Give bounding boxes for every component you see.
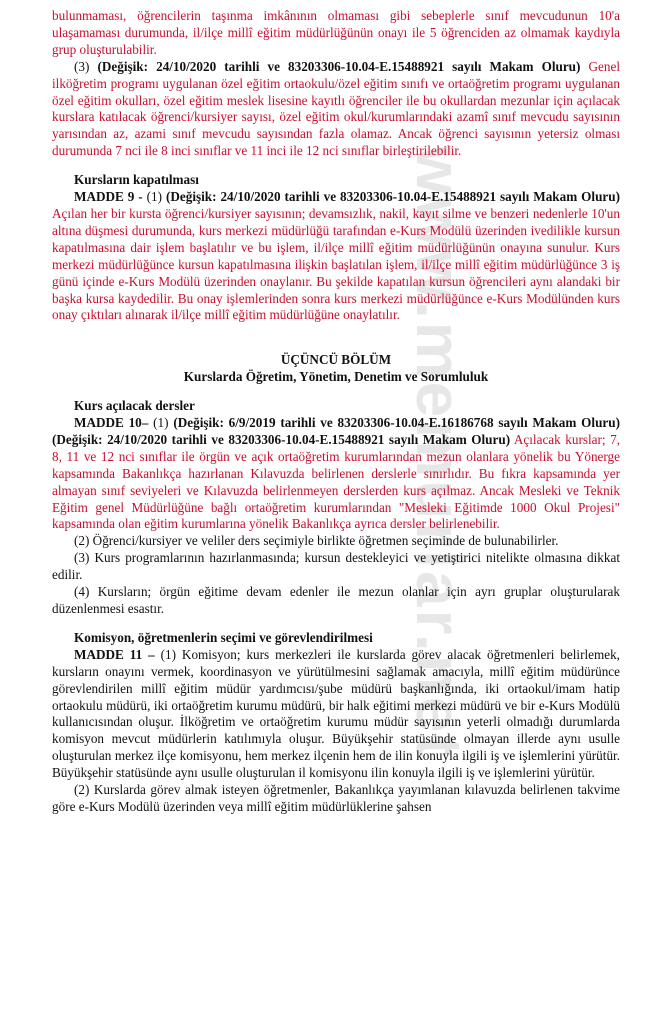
madde-10-number: (1) (153, 415, 174, 431)
madde-10-body: Açılacak kurslar; 7, 8, 11 ve 12 nci sınıflar ile örgün ve açık ortaöğretim kurumlarından mezun olanlara yönelik bu Yönerge kapsamında Bakanlıkça hazırlanan Kılavuzda belirlenen derslerle sınırlıdır. Bu fıkra kapsamında yer almayan sınıf seviyeleri ve Kılavuzda belirlenmeyen derslerden kurs açılmaz. Ancak Mesleki ve Teknik Eğitim genel Müdürlüğüne bağlı ortaöğretim kurumlarından "Mesleki Eğitimde 1000 Okul Projesi" kapsamında olan eğitim kurumlarına yönelik Bakanlıkça ayrıca dersler belirlenebilir. (52, 431, 620, 532)
madde-10-label: MADDE 10– (74, 415, 154, 431)
section-title: ÜÇÜNCÜ BÖLÜM (280, 352, 392, 368)
heading-komisyon: Komisyon, öğretmenlerin seçimi ve görevlendirilmesi (74, 629, 373, 645)
madde-9-body: Açılan her bir kursta öğrenci/kursiyer sayısının; devamsızlık, nakil, kayıt silme ve benzeri nedenlerle 10'un altına düşmesi durumunda, kurs merkezi müdürlüğü tarafından e-Kurs Modülü üzerinden ivedilikle kursun kapatılmasına dair işlem başlatılır ve bu işlem, il/ilçe millî eğitim müdürlüğünün onayına sunulur. Kurs merkezi müdürlüğünce kursun kapatılmasına ilişkin başlatılan işlem, il/ilçe millî eğitim müdürlüğünce 3 iş günü içinde e-Kurs Modülü üzerinden onaylanır. Bu şekilde kapatılan kursun öğrencileri aynı alandaki bir başka kursa kaydedilir. Bu onay işlemlerinden sonra kurs merkezi müdürlüğünce e-Kurs Modülünden kurs onay çıktıları alınarak il/ilçe millî eğitim müdürlüğüne onaylatılır. (52, 205, 620, 323)
heading-kapatilmasi: Kursların kapatılması (74, 172, 199, 188)
heading-dersler: Kurs açılacak dersler (74, 398, 195, 414)
paragraph-grup: bulunmaması, öğrencilerin taşınma imkânının olmaması gibi sebeplerle sınıf mevcudunun 10'a ulaşamaması durumunda, il/ilçe millî eğitim müdürlüğünün onayı ile 5 öğrenciden az olmamak kaydıyla grup oluşturulabilir. (52, 8, 620, 57)
madde-9-label: MADDE 9 - (74, 189, 147, 205)
madde-11-2: (2) Kurslarda görev almak isteyen öğretmenler, Bakanlıkça yayımlanan kılavuzda belirlenen takvime göre e-Kurs Modülü üzerinden veya millî eğitim müdürlüklerine şahsen (52, 782, 620, 814)
paragraph-ozel-egitim (52, 59, 620, 160)
section-subtitle: Kurslarda Öğretim, Yönetim, Denetim ve Sorumluluk (183, 369, 489, 385)
paragraph-number: (3) (74, 58, 98, 74)
madde-10-2: (2) Öğrenci/kursiyer ve veliler ders seçimiyle birlikte öğretmen seçiminde de bulunabilirler. (74, 533, 559, 549)
madde-11 (52, 647, 620, 782)
madde-9 (52, 189, 620, 324)
madde-9-number: (1) (146, 189, 166, 205)
madde-10 (52, 415, 620, 533)
madde-11-label: MADDE 11 – (74, 646, 161, 662)
watermark: www.memurlar.net (403, 145, 475, 760)
madde-10-3: (3) Kurs programlarının hazırlanmasında; kursun destekleyici ve yetiştirici nitelikte olmasına dikkat edilir. (52, 550, 620, 583)
madde-9-amendment: (Değişik: 24/10/2020 tarihli ve 83203306-10.04-E.15488921 sayılı Makam Oluru) (165, 189, 620, 205)
madde-10-4: (4) Kursların; örgün eğitime devam edenler ile mezun olanlar için ayrı gruplar oluşturularak düzenlenmesi esastır. (52, 584, 620, 616)
amendment-note: (Değişik: 24/10/2020 tarihli ve 83203306-10.04-E.15488921 sayılı Makam Oluru) (97, 58, 581, 74)
document-page (52, 8, 620, 816)
madde-10-amendment: (Değişik: 6/9/2019 tarihli ve 83203306-10.04-E.16186768 sayılı Makam Oluru) (Değişik: 24/10/2020 tarihli ve 83203306-10.04-E.15488921 sayılı Makam Oluru) (52, 415, 620, 447)
madde-11-body: (1) Komisyon; kurs merkezleri ile kurslarda görev alacak öğretmenleri belirlemek, kursların onayını vermek, koordinasyon ve yürütülmesini sağlamak amacıyla, millî eğitim müdürünce görevlendirilen millî eğitim müdür yardımcısı/şube müdürü başkanlığında, iki ortaokul/imam hatip ortaokulu müdürü, iki ortaöğretim kurumu müdürü, bir halk eğitimi merkezi müdürü ve bir e-Kurs Modülü kullanıcısından oluşur. İlköğretim ve ortaöğretim kurumu müdür sayısının yeterli olmadığı durumlarda komisyon mevcut müdürlerin katılımıyla oluşur. Büyükşehir statüsünde olmayan illerde aynı usulle oluşturulan merkez ilçe komisyonu, hem merkez ilçenin hem de ilin konuyla ilgili iş ve işlemlerini yürütür. Büyükşehir statüsünde aynı usulle oluşturulan il komisyonu ilin konuyla ilgili iş ve işlemlerini yürütür. (52, 646, 620, 781)
paragraph-body: Genel ilköğretim programı uygulanan özel eğitim ortaokulu/özel eğitim sınıfı ve ortaöğretim programı uygulanan özel eğitim okulları, özel eğitim meslek lisesine kayıtlı öğrenciler ile bu okullardan mezunlar için açılacak kurslara katılacak öğrenci/kursiyer sayısı, özel eğitim okul/kurumlarındaki azamî sınıf mevcudu sayısının yarısından az, azami sınıf mevcudu sayısından fazla olamaz. Ancak öğrenci sayısının yetersiz olması durumunda 7 nci ile 8 inci sınıflar ve 11 inci ile 12 nci sınıflar birleştirilebilir. (52, 58, 620, 159)
